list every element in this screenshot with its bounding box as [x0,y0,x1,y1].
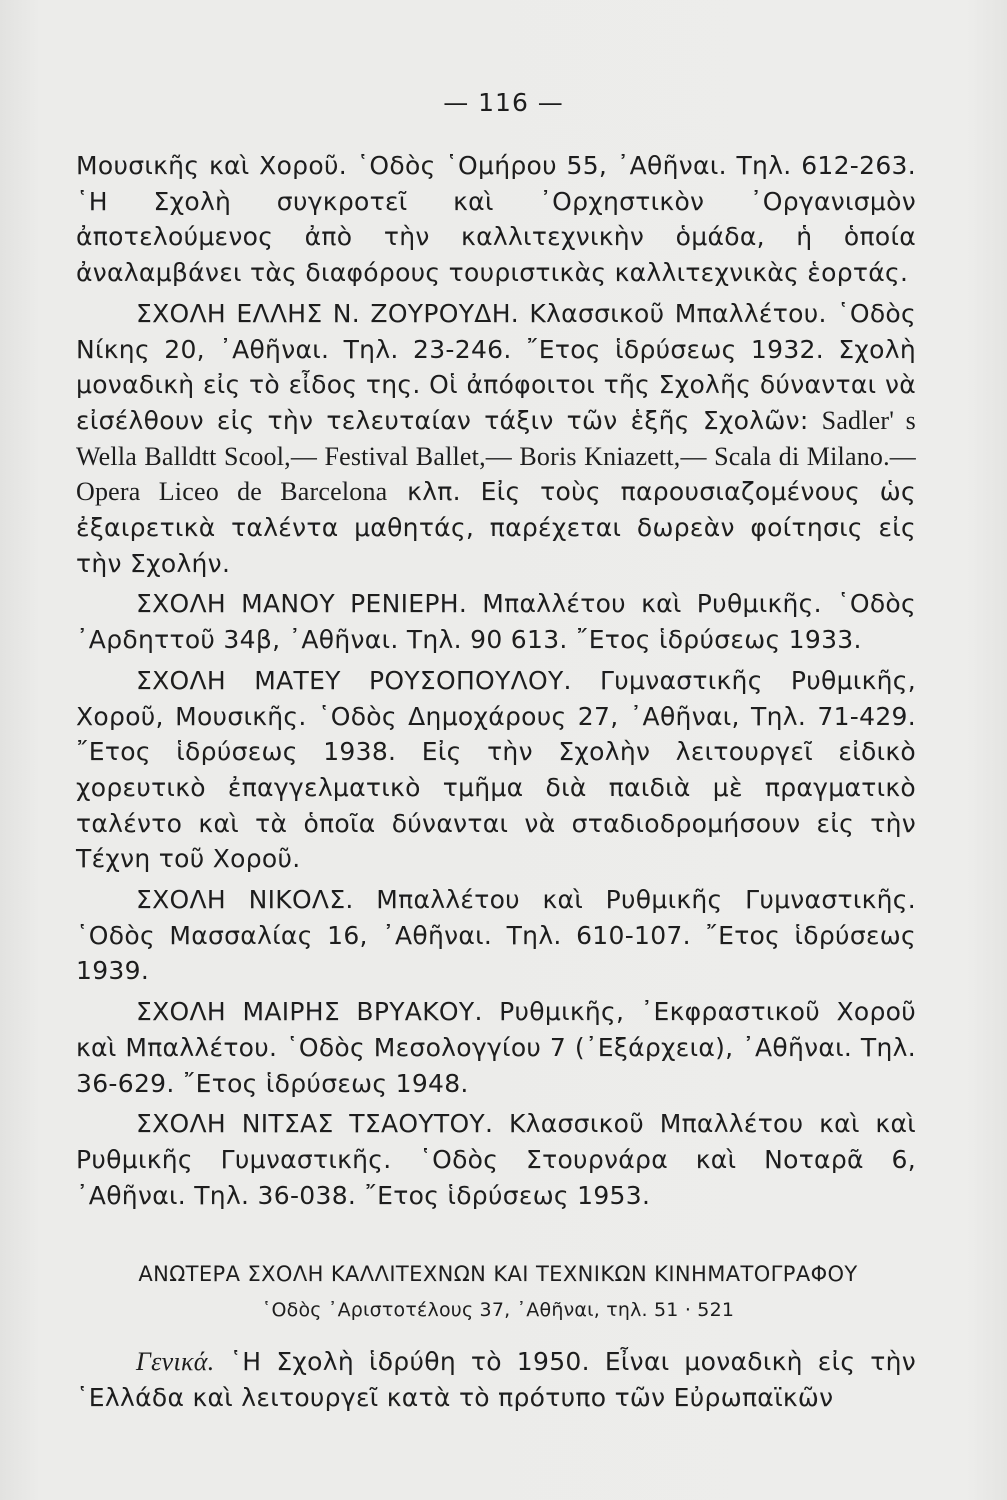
entry-renieri-school: ΣΧΟΛΗ ΜΑΝΟΥ ΡΕΝΙΕΡΗ. Μπαλλέτου καὶ Ρυθμικῆς. ῾Οδὸς ᾿Αρδηττοῦ 34β, ᾿Αθῆναι. Τηλ. 90 613. ῎Ετος ἱδρύσεως 1933. [76,589,916,655]
section-address: ῾Οδὸς ᾿Αριστοτέλους 37, ᾿Αθῆναι, τηλ. 51 · 521 [261,1299,735,1321]
entry-tsaoutou-school: ΣΧΟΛΗ ΝΙΤΣΑΣ ΤΣΑΟΥΤΟΥ. Κλασσικοῦ Μπαλλέτου καὶ καὶ Ρυθμικῆς Γυμναστικῆς. ῾Οδὸς Στουρνάρα καὶ Νοταρᾶ 6, ᾿Αθῆναι. Τηλ. 36-038. ῎Ετος ἱδρύσεως 1953. [76,1109,916,1210]
body-text [76,148,916,1213]
entry-zouroudi-school [76,296,916,582]
paragraph-music-school-continued: Μουσικῆς καὶ Χοροῦ. ῾Οδὸς ῾Ομήρου 55, ᾿Αθῆναι. Τηλ. 612-263. ῾Η Σχολὴ συγκροτεῖ καὶ ᾿Ορχηστικὸν ᾿Οργανισμὸν ἀποτελούμενος ἀπὸ τὴν καλλιτεχνικὴν ὁμάδα, ἡ ὁποία ἀναλαμβάνει τὰς διαφόρους τουριστικὰς καλλιτεχνικὰς ἑορτάς. [76,151,916,288]
page-number: — 116 — [443,88,564,117]
closing-body: ῾Η Σχολὴ ἱδρύθη τὸ 1950. Εἶναι μοναδικὴ εἰς τὴν ῾Ελλάδα καὶ λειτουργεῖ κατὰ τὸ πρότυπο τῶν Εὐρωπαϊκῶν [76,1347,917,1412]
closing-paragraph [76,1344,916,1416]
entry-zouroudi-latin-schools: Sadler' s Wella Balldtt Scool,— Festival Ballet,— Boris Kniazett,— Scala di Milano.— Opera Liceo de Barcelona [76,405,917,507]
closing-lead: Γενικά. [136,1347,215,1376]
entry-vryakou-school: ΣΧΟΛΗ ΜΑΙΡΗΣ ΒΡΥΑΚΟΥ. Ρυθμικῆς, ᾿Εκφραστικοῦ Χοροῦ καὶ Μπαλλέτου. ῾Οδὸς Μεσολογγίου 7 (᾿Εξάρχεια), ᾿Αθῆναι. Τηλ. 36-629. ῎Ετος ἱδρύσεως 1948. [76,997,916,1098]
entry-nikols-school: ΣΧΟΛΗ ΝΙΚΟΛΣ. Μπαλλέτου καὶ Ρυθμικῆς Γυμναστικῆς. ῾Οδὸς Μασσαλίας 16, ᾿Αθῆναι. Τηλ. 610-107. ῎Ετος ἱδρύσεως 1939. [76,885,916,986]
entry-zouroudi-greek-ending: κλπ. Εἰς τοὺς παρουσιαζομένους ὡς ἐξαιρετικὰ ταλέντα μαθητάς, παρέχεται δωρεὰν φοίτησις εἰς τὴν Σχολήν. [76,477,917,578]
entry-zouroudi-greek-text: ΣΧΟΛΗ ΕΛΛΗΣ Ν. ΖΟΥΡΟΥΔΗ. Κλασσικοῦ Μπαλλέτου. ῾Οδὸς Νίκης 20, ᾿Αθῆναι. Τηλ. 23-246. ῎Ετος ἱδρύσεως 1932. Σχολὴ μοναδικὴ εἰς τὸ εἶδος της. Οἱ ἀπόφοιτοι τῆς Σχολῆς δύνανται νὰ εἰσέλθουν εἰς τὴν τελευταίαν τάξιν τῶν ἑξῆς Σχολῶν: [76,298,916,435]
section-heading: ΑΝΩΤΕΡΑ ΣΧΟΛΗ ΚΑΛΛΙΤΕΧΝΩΝ ΚΑΙ ΤΕΧΝΙΚΩΝ ΚΙΝΗΜΑΤΟΓΡΑΦΟΥ [138,1262,858,1286]
closing-text [76,1344,916,1416]
entry-rousopoulou-school: ΣΧΟΛΗ ΜΑΤΕΥ ΡΟΥΣΟΠΟΥΛΟΥ. Γυμναστικῆς Ρυθμικῆς, Χοροῦ, Μουσικῆς. ῾Οδὸς Δημοχάρους 27, ᾿Αθῆναι, Τηλ. 71-429. ῎Ετος ἱδρύσεως 1938. Εἰς τὴν Σχολὴν λειτουργεῖ εἰδικὸ χορευτικὸ ἐπαγγελματικὸ τμῆμα διὰ παιδιὰ μὲ πραγματικὸ ταλέντο καὶ τὰ ὁποῖα δύνανται νὰ σταδιοδρομήσουν εἰς τὴν Τέχνη τοῦ Χοροῦ. [76,665,916,874]
